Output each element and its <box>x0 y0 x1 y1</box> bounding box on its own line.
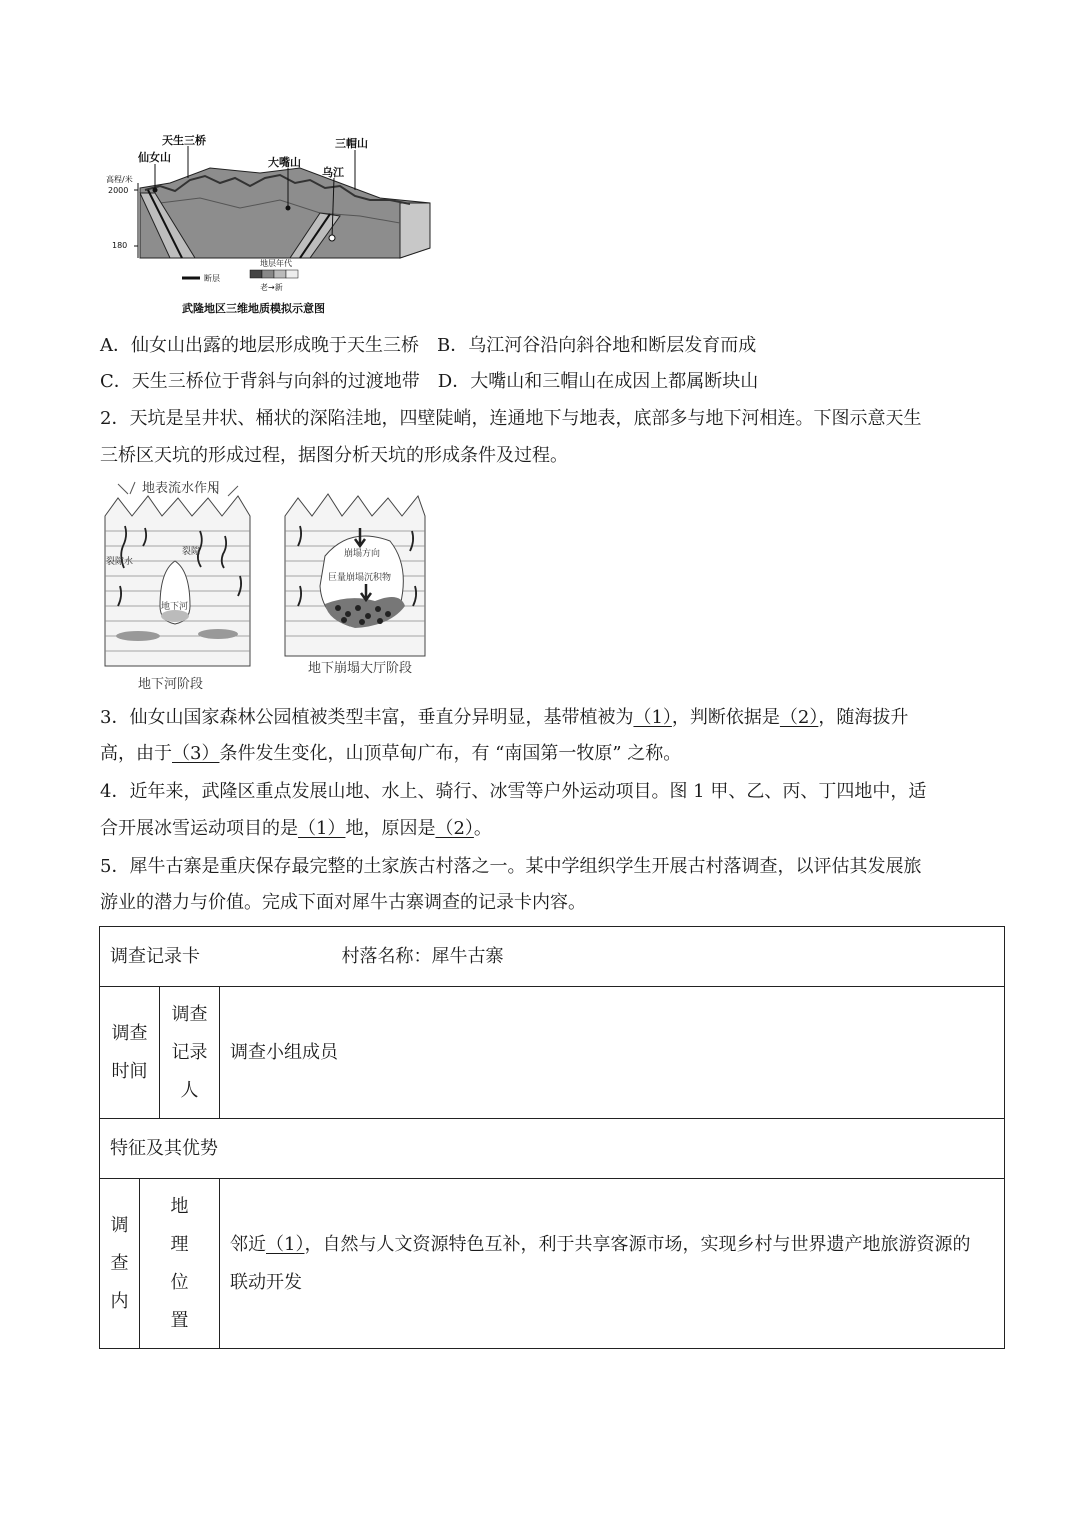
card-village-name: 村落名称：犀牛古寨 <box>341 945 504 967</box>
legend-old-new: 老→新 <box>260 283 283 292</box>
q1-options-line2: C．天生三桥位于背斜与向斜的过渡地带 D．大嘴山和三帽山在成因上都属断块山 <box>100 371 759 392</box>
q5-line2: 游业的潜力与价值。完成下面对犀牛古寨调查的记录卡内容。 <box>100 892 586 913</box>
survey-record-card <box>99 926 1005 1349</box>
label-collapse-debris: 巨量崩塌沉积物 <box>328 573 392 583</box>
geo-location-content: 邻近（1），自然与人文资源特色互补，利于共享客源市场，实现乡村与世界遗产地旅游资源的 联动开发 <box>220 1179 1005 1349</box>
q2-line2: 三桥区天坑的形成过程，据图分析天坑的形成条件及过程。 <box>100 445 568 466</box>
q5-line1: 5．犀牛古寨是重庆保存最完整的土家族古村落之一。某中学组织学生开展古村落调查，以评估其发展旅 <box>100 856 922 877</box>
card-title: 调查记录卡 <box>110 945 200 967</box>
q4-line2: 合开展冰雪运动项目的是（1）地，原因是（2）。 <box>100 818 492 839</box>
q1-options-line1: A．仙女山出露的地层形成晚于天生三桥 B．乌江河谷沿向斜谷地和断层发育而成 <box>100 335 757 356</box>
geo-location-cell: 地 理 位 置 <box>140 1179 220 1349</box>
survey-time-cell[interactable]: 调查 时间 <box>100 987 160 1119</box>
label-collapse-direction: 崩塌方向 <box>344 549 381 559</box>
features-cell: 特征及其优势 <box>100 1119 1005 1179</box>
label-fissure-water: 裂隙水 <box>106 557 134 567</box>
label-fissure: 裂隙 <box>182 547 201 557</box>
label-surface-water: 地表流水作用 <box>142 481 221 496</box>
label-stage2: 地下崩塌大厅阶段 <box>308 661 413 676</box>
card-blank-1[interactable]: （1） <box>266 1233 305 1255</box>
q3-blank-2[interactable]: （2） <box>779 707 819 728</box>
q4-line1: 4．近年来，武隆区重点发展山地、水上、骑行、冰雪等户外运动项目。图 1 甲、乙、丙、丁四地中，适 <box>100 781 927 802</box>
label-wujiang: 乌江 <box>322 166 344 179</box>
stage2-block <box>285 494 425 676</box>
recorder-cell[interactable]: 调查 记录 人 <box>160 987 220 1119</box>
q3-blank-1[interactable]: （1） <box>633 707 672 728</box>
label-tiansheng: 天生三桥 <box>162 134 206 147</box>
label-sanmaoshan: 三帽山 <box>335 137 368 150</box>
sinkhole-formation-diagram <box>100 476 430 696</box>
y-top-label: 2000 <box>108 186 129 195</box>
legend-strata: 地层年代 <box>260 259 292 268</box>
q3-line2: 高，由于（3）条件发生变化，山顶草甸广布，有 “南国第一牧原” 之称。 <box>100 743 682 764</box>
figure1-caption: 武隆地区三维地质模拟示意图 <box>182 302 325 315</box>
survey-content-cell: 调 查 内 <box>100 1179 140 1349</box>
stage1-block <box>105 480 250 692</box>
label-underground-river: 地下河 <box>161 602 189 612</box>
members-cell[interactable]: 调查小组成员 <box>220 987 1005 1119</box>
label-xiannvshan: 仙女山 <box>138 151 171 164</box>
q3-blank-3[interactable]: （3） <box>172 743 220 764</box>
legend-fault: 断层 <box>204 274 220 283</box>
label-dazuishan: 大嘴山 <box>268 156 301 169</box>
q4-blank-1[interactable]: （1） <box>298 818 346 839</box>
label-stage1: 地下河阶段 <box>138 677 204 692</box>
elevation-label: 高程/米 <box>106 175 133 184</box>
card-title-row <box>100 927 1005 987</box>
q2-line1: 2．天坑是呈井状、桶状的深陷洼地，四壁陡峭，连通地下与地表，底部多与地下河相连。下图示意天生 <box>100 408 922 429</box>
q3-line1: 3．仙女山国家森林公园植被类型丰富，垂直分异明显，基带植被为（1），判断依据是（2），随海拔升 <box>100 707 909 728</box>
y-bottom-label: 180 <box>112 241 128 250</box>
geology-3d-diagram <box>100 128 440 318</box>
q4-blank-2[interactable]: （2） <box>435 818 474 839</box>
